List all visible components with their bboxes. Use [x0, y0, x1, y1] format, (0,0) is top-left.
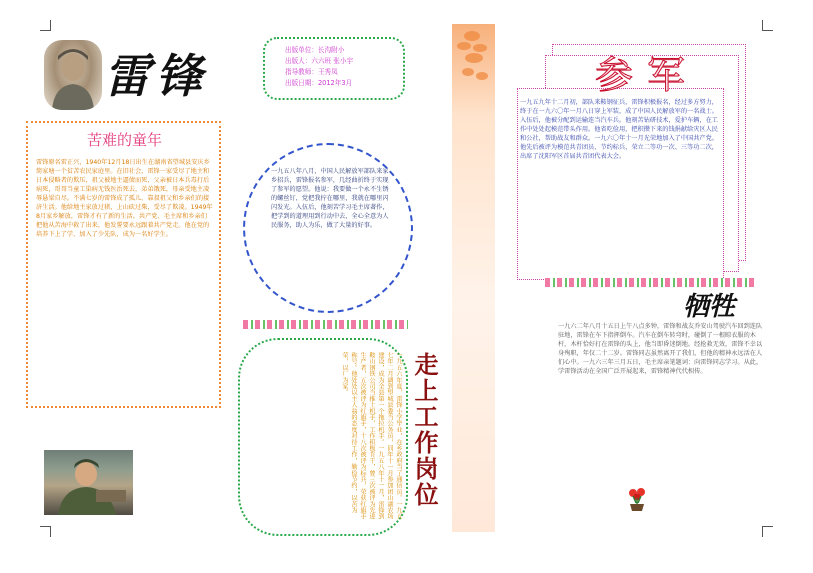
work-body: 一九五六年夏，雷锋小学毕业，在乡政府当了通信员。一九五七年二月调到望城县委当公务员，同年十一月参加团山湖农场建设，成为全县第一个拖拉机手。一九五八年十一月，雷锋到鞍山钢铁公司当推土机手，工作积极肯干，曾三次被评为先进生产者，五次被评为红旗手，十八次被评为标兵，荣获红旗手称号。他处处以主人翁的态度对待工作，勤俭节约，以苦为荣，以厂为家。 [341, 352, 402, 520]
leifeng-calligraphy: 雷锋 [104, 49, 208, 103]
work-title: 走上工作岗位 [410, 352, 439, 508]
info-editor: 出版人：六六班 张小宇 [285, 57, 354, 65]
soldier-photo [44, 450, 133, 515]
army-body: 一九五九年十二月初，部队来鞍钢征兵，雷锋积极报名，经过多方努力，终于在一九六〇年一月八日穿上军装，成了中国人民解放军的一名战士。入伍后，他被分配到运输连当汽车兵。他刻苦钻研技术，爱护车辆，在工作中处处起模范带头作用。他省吃俭用，把积攒下来的钱捐献给灾区人民和公社，帮助战友和群众。一九六〇年十一月光荣地加入了中国共产党。他先后被评为模范共青团员、节约标兵，荣立二等功一次、三等功二次，出席了沈阳军区首届共青团代表大会。 [520, 99, 718, 160]
childhood-title: 苦难的童年 [86, 131, 162, 149]
info-date: 出版日期：2012年3月 [285, 79, 353, 87]
potted-flower-icon [625, 486, 649, 512]
sacrifice-title: 牺牲 [683, 292, 736, 322]
childhood-section [26, 121, 221, 408]
crop-mark-top-right [762, 20, 773, 31]
crop-mark-bottom-left [40, 526, 51, 537]
crop-mark-bottom-right [762, 526, 773, 537]
enlistment-body: 一九五八年八月，中国人民解放军部队来家乡招兵，雷锋报名参军，几经曲折终于实现了参军的愿望。他说：我要做一个永不生锈的螺丝钉，党把我拧在哪里，我就在哪里闪闪发光。入伍后，他刻苦学习毛主席著作，把学到的道理用到行动中去，全心全意为人民服务，助人为乐，做了大量的好事。 [271, 168, 389, 229]
info-publisher: 出版单位：长沟附小 [285, 46, 345, 54]
crop-mark-top-left [40, 20, 51, 31]
flower-border-mid [243, 320, 408, 329]
info-teacher: 指导教师：王秀凤 [285, 68, 338, 76]
sacrifice-body: 一九六二年八月十五日上午八点多钟，雷锋和战友乔安山驾驶汽车回到连队驻地，雷锋在车下指挥倒车。汽车在倒车转弯时，碰倒了一根晾衣服的木杆，木杆恰好打在雷锋的头上，他当即昏迷倒地。经抢救无效，雷锋不幸以身殉职，年仅二十二岁。雷锋同志虽然离开了我们，但他的精神永远活在人们心中。一九六三年三月五日，毛主席亲笔题词：向雷锋同志学习。从此，学雷锋活动在全国广泛开展起来，雷锋精神代代相传。 [558, 323, 763, 375]
childhood-body: 雷锋原名雷正兴，1940年12月18日出生在湖南省望城县安庆乡简家塘一个贫苦农民家庭里。在旧社会，雷锋一家受尽了地主和日本侵略者的欺压，祖父被地主逼债而死，父亲被日本兵毒打后病死，哥哥当童工染病无钱医治死去，弟弟饿死，母亲受地主凌辱悬梁自尽。不满七岁的雷锋成了孤儿，靠叔祖父和乡亲们的接济生活。他给地主家放过猪，上山砍过柴，受尽了欺凌。1949年8月家乡解放，雷锋才有了新的生活。共产党、毛主席和乡亲们把他从苦海中救了出来，他发誓要永远跟着共产党走。他在党的培养下上了学，加入了少先队，成为一名好学生。 [36, 159, 213, 238]
portrait-image [44, 40, 102, 110]
publication-info-box [263, 37, 405, 100]
army-title: 参军 [595, 53, 700, 97]
decorative-strip [452, 24, 495, 532]
enlistment-circle [243, 143, 413, 313]
